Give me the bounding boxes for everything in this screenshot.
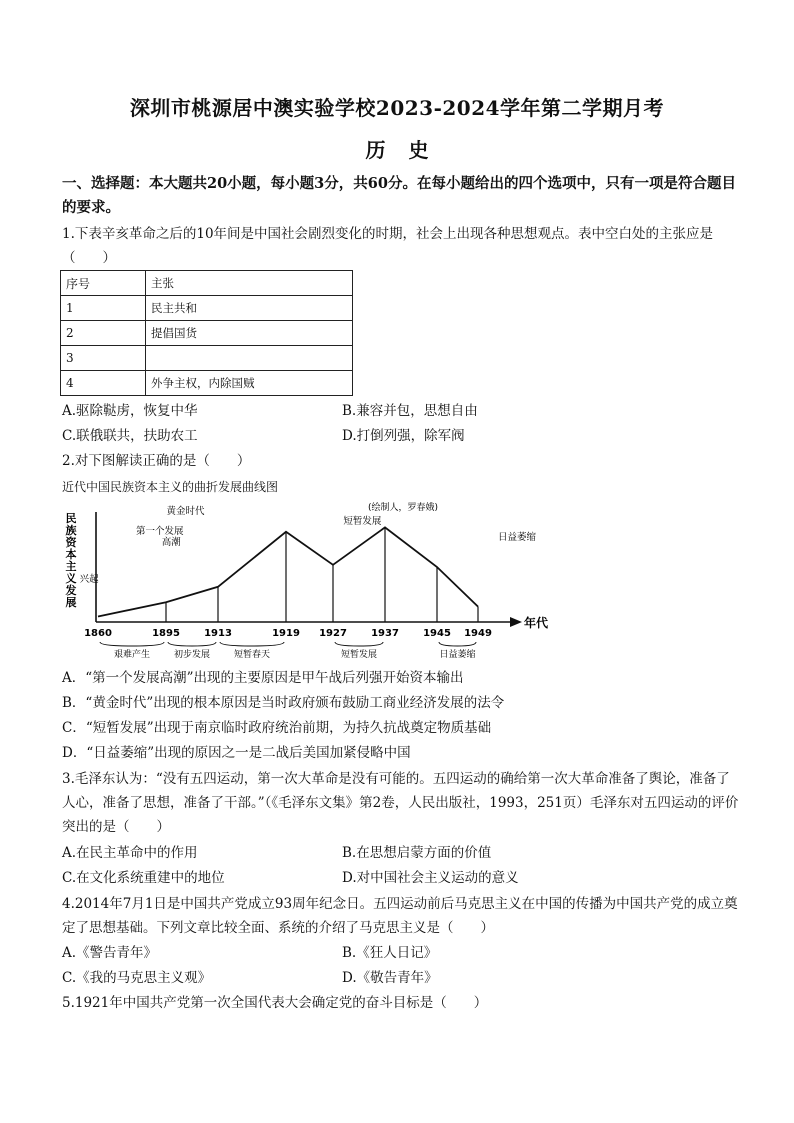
y-axis-label-char: 展 — [65, 596, 77, 609]
question-1-option-d[interactable]: D.打倒列强，除军阀 — [342, 428, 465, 444]
question-4-option-c[interactable]: C.《我的马克思主义观》 — [62, 970, 212, 986]
period-bracket — [168, 642, 216, 646]
subject-char-2: 史 — [408, 138, 429, 162]
table-row — [61, 321, 353, 346]
x-tick-label: 1937 — [371, 628, 399, 639]
question-4-option-a[interactable]: A.《警告青年》 — [62, 945, 158, 961]
table-cell: 外争主权，内除国贼 — [146, 371, 353, 396]
table-cell: 民主共和 — [146, 296, 353, 321]
x-tick-label: 1919 — [272, 628, 300, 639]
question-1-table — [60, 270, 353, 396]
question-2-stem: 2.对下图解读正确的是（ ） — [62, 453, 251, 469]
subject-char-1: 历 — [365, 138, 386, 162]
x-axis-arrow — [510, 617, 522, 627]
table-cell: 1 — [61, 296, 146, 321]
table-cell: 提倡国货 — [146, 321, 353, 346]
question-1-stem: 1.下表辛亥革命之后的10年间是中国社会剧烈变化的时期，社会上出现各种思想观点。表中空白处的主张应是（ ） — [62, 226, 714, 266]
question-4-stem: 4.2014年7月1日是中国共产党成立93周年纪念日。五四运动前后马克思主义在中国的传播为中国共产党的成立奠定了思想基础。下列文章比较全面、系统的介绍了马克思主义是（ ） — [62, 896, 738, 936]
y-axis-label-char: 义 — [65, 572, 77, 585]
y-axis-label-char: 主 — [65, 560, 77, 573]
x-axis-label: 年代 — [524, 616, 549, 630]
x-tick-label: 1913 — [204, 628, 232, 639]
question-1-option-b[interactable]: B.兼容并包，思想自由 — [342, 403, 478, 419]
y-axis-label-char: 民 — [65, 512, 77, 525]
table-header-row — [61, 271, 353, 296]
question-3-option-c[interactable]: C.在文化系统重建中的地位 — [62, 870, 225, 886]
x-tick-label: 1949 — [464, 628, 492, 639]
section-heading: 一、选择题：本大题共20小题，每小题3分，共60分。在每小题给出的四个选项中，只有一项是符合题目的要求。 — [62, 175, 736, 216]
period-bracket — [439, 642, 476, 646]
curve-annotation: 短暂发展 — [343, 516, 382, 527]
x-tick-label: 1945 — [423, 628, 451, 639]
table-cell — [146, 346, 353, 371]
question-5-stem: 5.1921年中国共产党第一次全国代表大会确定党的奋斗目标是（ ） — [62, 995, 488, 1011]
development-curve-chart — [58, 496, 558, 662]
x-tick-label: 1927 — [319, 628, 347, 639]
y-axis-label-char: 本 — [65, 548, 77, 561]
question-3-stem: 3.毛泽东认为：“没有五四运动，第一次大革命是没有可能的。五四运动的确给第一次大革命准备了舆论，准备了人心，准备了思想，准备了干部。”（《毛泽东文集》第2卷，人民出版社，1993，251页）毛泽东对五四运动的评价突出的是（ ） — [62, 771, 739, 835]
period-label: 日益萎缩 — [439, 650, 476, 660]
y-axis-label-char: 发 — [65, 584, 77, 597]
question-2-option-b[interactable]: B．“黄金时代”出现的根本原因是当时政府颁布鼓励工商业经济发展的法令 — [62, 695, 505, 711]
question-4-option-b[interactable]: B.《狂人日记》 — [342, 945, 438, 961]
table-header-cell: 序号 — [61, 271, 146, 296]
y-axis-label-char: 资 — [65, 536, 77, 549]
y-axis-label — [65, 511, 78, 609]
table-row — [61, 371, 353, 396]
curve-annotation: 高潮 — [161, 537, 181, 548]
period-label: 短暂发展 — [340, 650, 378, 660]
table-cell: 4 — [61, 371, 146, 396]
subject-title — [0, 134, 794, 163]
curve-annotation: 黄金时代 — [166, 506, 205, 517]
question-2-option-a[interactable]: A．“第一个发展高潮”出现的主要原因是甲午战后列强开始资本输出 — [62, 670, 464, 686]
question-3-option-b[interactable]: B.在思想启蒙方面的价值 — [342, 845, 492, 861]
y-axis-label-char: 族 — [65, 524, 77, 537]
table-row — [61, 296, 353, 321]
x-tick-label: 1860 — [84, 628, 112, 639]
period-bracket — [335, 642, 383, 646]
curve-line — [98, 527, 478, 616]
chart-author: (绘制人，罗春娥) — [368, 503, 439, 513]
chart-title: 近代中国民族资本主义的曲折发展曲线图 — [62, 480, 279, 494]
curve-annotation: 兴起 — [79, 574, 99, 585]
question-3-option-d[interactable]: D.对中国社会主义运动的意义 — [342, 870, 519, 886]
page-title: 深圳市桃源居中澳实验学校2023-2024学年第二学期月考 — [129, 96, 665, 120]
question-2-option-c[interactable]: C．“短暂发展”出现于南京临时政府统治前期，为持久抗战奠定物质基础 — [62, 720, 492, 736]
period-label: 初步发展 — [173, 650, 211, 660]
period-bracket — [220, 642, 284, 646]
curve-annotation: 日益萎缩 — [498, 532, 537, 543]
question-2-option-d[interactable]: D．“日益萎缩”出现的原因之一是二战后美国加紧侵略中国 — [62, 745, 411, 761]
question-1-option-c[interactable]: C.联俄联共，扶助农工 — [62, 428, 198, 444]
table-cell: 3 — [61, 346, 146, 371]
question-1-option-a[interactable]: A.驱除鞑虏，恢复中华 — [62, 403, 198, 419]
period-label: 艰难产生 — [113, 650, 151, 660]
curve-annotation: 第一个发展 — [136, 526, 184, 537]
period-label: 短暂春天 — [233, 650, 271, 660]
table-cell: 2 — [61, 321, 146, 346]
period-bracket — [100, 642, 164, 646]
table-row — [61, 346, 353, 371]
x-tick-label: 1895 — [152, 628, 180, 639]
table-header-cell: 主张 — [146, 271, 353, 296]
question-4-option-d[interactable]: D.《敬告青年》 — [342, 970, 438, 986]
question-3-option-a[interactable]: A.在民主革命中的作用 — [62, 845, 198, 861]
